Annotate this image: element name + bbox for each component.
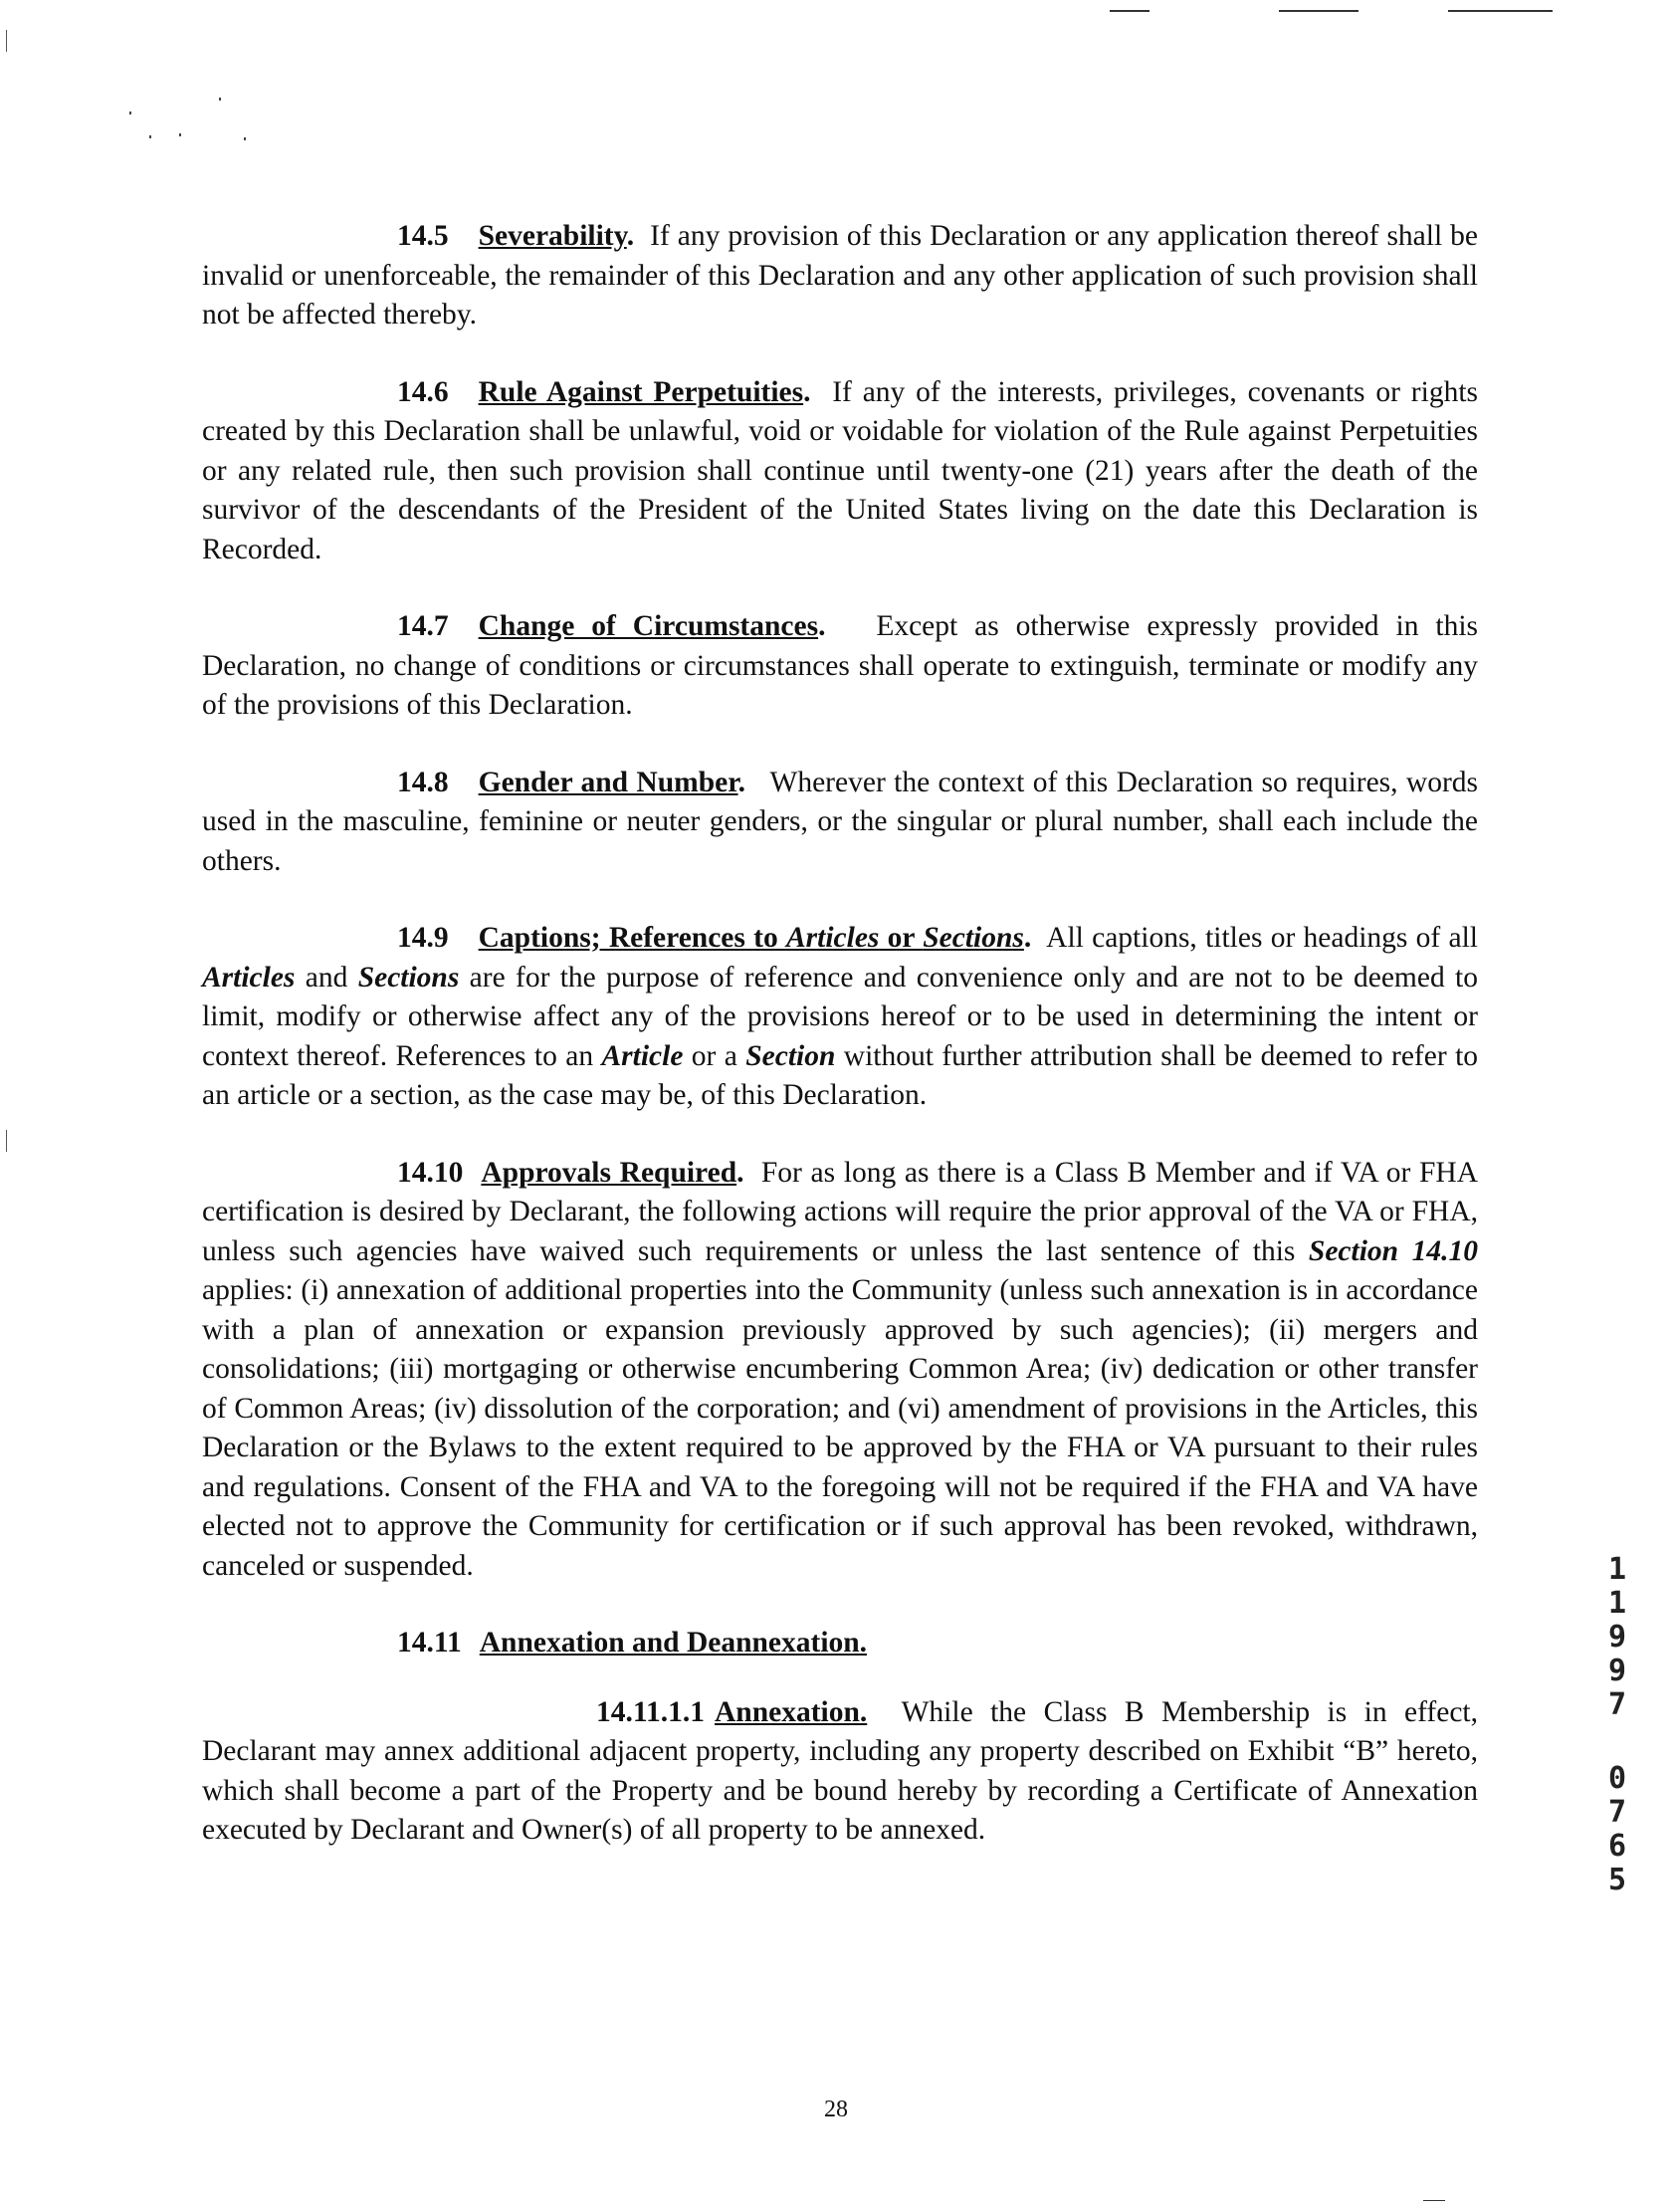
edge-mark-top [6, 30, 7, 52]
stamp-digit: 0 [1607, 1761, 1627, 1796]
section-title: Rule Against Perpetuities [478, 375, 804, 408]
top-rule-3 [1448, 10, 1553, 12]
section-title: Gender and Number [478, 766, 738, 798]
article-ref: Article [601, 1039, 684, 1072]
section-number: 14.7 [397, 610, 449, 642]
speck-1 [129, 111, 131, 114]
stamp-digit: 5 [1607, 1863, 1627, 1897]
stamp-gap [1602, 1722, 1632, 1762]
section-14-11 [202, 1624, 1478, 1663]
section-14-6: 14.6 Rule Against Perpetuities. If any of the interests, privileges, covenants or rights created by this Declaration shall be unlawful, void or voidable for violation of the Rule against Perpetuities or any related rule, then such provision shall continue until twenty-one (21) years after the death of the survivor of the descendants of the President of the United States living on the date this Declaration is Recorded. [202, 373, 1478, 570]
body-text-1: For as long as there is a Class B Member and if VA or FHA certification is desired by Declarant, the following actions will require the prior approval of the VA or FHA, unless such agencies have waived such requirements or unless the last sentence of this [202, 1156, 1479, 1267]
section-body: Except as otherwise expressly provided in this Declaration, no change of conditions or circumstances shall operate to extinguish, terminate or modify any of the provisions of this Declaration. [202, 610, 1479, 721]
stamp-digit: 6 [1607, 1829, 1627, 1864]
edge-mark-mid [6, 1130, 7, 1152]
section-title: Approvals Required [481, 1156, 737, 1189]
sections-ref: Sections [357, 961, 460, 994]
section-number: 14.11 [397, 1627, 462, 1659]
title-sections-ref: Sections [923, 922, 1024, 954]
speck-4 [179, 133, 181, 136]
top-rule-1 [1110, 10, 1150, 12]
section-number: 14.8 [397, 766, 449, 798]
body-text-3: without further attribution shall be deemed to refer to an article or a section, as the case may be, of this Declaration. [202, 1039, 1479, 1111]
body-and: and [295, 961, 358, 994]
articles-ref: Articles [202, 961, 296, 994]
section-14-7: 14.7 Change of Circumstances. Except as otherwise expressly provided in this Declaration, no change of conditions or circumstances shall operate to extinguish, terminate or modify any of the provisions of this Declaration. [202, 607, 1478, 726]
section-14-10: 14.10 Approvals Required. For as long as there is a Class B Member and if VA or FHA certification is desired by Declarant, the following actions will require the prior approval of the VA or FHA, unless such agencies have waived such requirements or unless the last sentence of this Section 14.10 applies: (i) annexation of additional properties into the Community (unless such annexation is in accordance with a plan of annexation or expansion previously approved by such agencies); (ii) mergers and consolidations; (iii) mortgaging or otherwise encumbering Common Area; (iv) dedication or other transfer of Common Areas; (iv) dissolution of the corporation; and (vi) amendment of provisions in the Articles, this Declaration or the Bylaws to the extent required to be approved by the FHA or VA pursuant to their rules and regulations. Consent of the FHA and VA to the foregoing will not be required if the FHA and VA have elected not to approve the Community for certification or if such approval has been revoked, withdrawn, canceled or suspended. [202, 1154, 1478, 1587]
section-14-5: 14.5 Severability. If any provision of this Declaration or any application thereof shall be invalid or unenforceable, the remainder of this Declaration and any other application of such provision shall not be affected thereby. [202, 217, 1478, 335]
stamp-digit: 7 [1607, 1687, 1627, 1722]
section-body: While the Class B Membership is in effect, Declarant may annex additional adjacent property, including any property described on Exhibit “B” hereto, which shall become a part of the Property and be bound hereby by recording a Certificate of Annexation executed by Declarant and Owner(s) of all property to be annexed. [202, 1695, 1478, 1846]
section-body: If any of the interests, privileges, covenants or rights created by this Declaration shall be unlawful, void or voidable for violation of the Rule against Perpetuities or any related rule, then such provision shall continue until twenty-one (21) years after the death of the survivor of the descendants of the President of the United States living on the date this Declaration is Recorded. [202, 375, 1478, 565]
section-14-10-ref: Section 14.10 [1308, 1234, 1478, 1267]
speck-5 [244, 137, 246, 140]
section-title: Severability [478, 220, 627, 252]
body-text-1: All captions, titles or headings of all [1046, 922, 1478, 954]
page-number: 28 [824, 2097, 848, 2122]
title-text: Captions; References to [478, 922, 786, 954]
stamp-digit: 1 [1607, 1552, 1627, 1587]
body-or-a: or a [683, 1039, 746, 1072]
section-ref: Section [745, 1039, 836, 1072]
section-number: 14.6 [397, 375, 449, 408]
title-or: or [879, 922, 924, 954]
section-number: 14.11.1.1 [596, 1695, 705, 1728]
stamp-digit: 9 [1607, 1654, 1627, 1688]
speck-2 [219, 98, 221, 101]
document-body [202, 217, 1478, 1888]
section-body: Wherever the context of this Declaration so requires, words used in the masculine, feminine or neuter genders, or the singular or plural number, shall each include the others. [202, 766, 1478, 877]
stamp-digit: 9 [1607, 1620, 1627, 1655]
section-title [479, 922, 1024, 954]
section-14-11-1-1 [202, 1693, 1478, 1851]
section-body: If any provision of this Declaration or any application thereof shall be invalid or unenforceable, the remainder of this Declaration and any other application of such provision shall not be affected thereby. [202, 220, 1479, 331]
stamp-digit: 7 [1607, 1795, 1627, 1830]
section-title: Annexation and Deannexation. [479, 1627, 868, 1659]
bottom-rule [1423, 2200, 1445, 2201]
section-14-9: 14.9 Captions; References to Articles or Sections. All captions, titles or headings of all Articles and Sections are for the purpose of reference and convenience only and are not to be deemed to limit, modify or otherwise affect any of the provisions hereof or to be used in determining the intent or context thereof. References to an Article or a Section without further attribution shall be deemed to refer to an article or a section, as the case may be, of this Declaration. [202, 919, 1478, 1116]
title-articles-ref: Articles [785, 922, 880, 954]
recording-stamp [1602, 1553, 1632, 1897]
body-text-2: applies: (i) annexation of additional properties into the Community (unless such annexation is in accordance with a plan of annexation or expansion previously approved by such agencies); (ii) mergers and consolidations; (iii) mortgaging or otherwise encumbering Common Area; (iv) dedication or other transfer of Common Areas; (iv) dissolution of the corporation; and (vi) amendment of provisions in the Articles, this Declaration or the Bylaws to the extent required to be approved by the FHA or VA pursuant to their rules and regulations. Consent of the FHA and VA to the foregoing will not be required if the FHA and VA have elected not to approve the Community for certification or if such approval has been revoked, withdrawn, canceled or suspended. [202, 1274, 1478, 1582]
section-number: 14.5 [397, 220, 449, 252]
top-rule-2 [1279, 10, 1358, 12]
section-number: 14.10 [397, 1156, 464, 1189]
section-number: 14.9 [397, 922, 449, 954]
section-title: Annexation. [715, 1695, 868, 1728]
speck-3 [149, 135, 151, 138]
stamp-digit: 1 [1607, 1586, 1627, 1621]
section-title: Change of Circumstances [478, 610, 819, 642]
section-14-8: 14.8 Gender and Number. Wherever the context of this Declaration so requires, words used in the masculine, feminine or neuter genders, or the singular or plural number, shall each include the others. [202, 764, 1478, 882]
body-text-2: are for the purpose of reference and convenience only and are not to be deemed to limit, modify or otherwise affect any of the provisions hereof or to be used in determining the intent or context thereof. References to an [202, 961, 1478, 1072]
